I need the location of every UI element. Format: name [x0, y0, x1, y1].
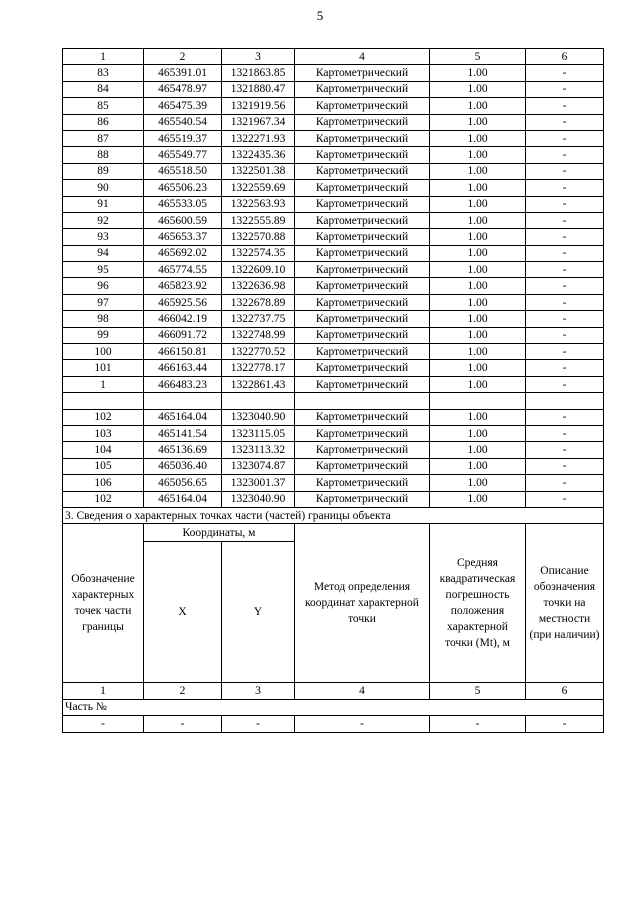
- table-cell: 106: [63, 475, 144, 491]
- column-number: 6: [526, 683, 604, 699]
- table-row: [63, 409, 604, 425]
- table-cell: 1.00: [430, 65, 526, 81]
- table-cell: 98: [63, 311, 144, 327]
- table-cell: 83: [63, 65, 144, 81]
- table-cell: 1.00: [430, 180, 526, 196]
- column-number: 3: [222, 49, 295, 65]
- table-cell: 1321919.56: [222, 98, 295, 114]
- table-header-row: [63, 49, 604, 65]
- table-cell: Картометрический: [295, 294, 430, 310]
- table-cell: -: [526, 130, 604, 146]
- table-row: [63, 229, 604, 245]
- table-cell: 1.00: [430, 130, 526, 146]
- table-cell: 105: [63, 458, 144, 474]
- table-cell: 465774.55: [144, 262, 222, 278]
- table-cell: -: [526, 327, 604, 343]
- table-row: [63, 245, 604, 261]
- table-cell: 1321967.34: [222, 114, 295, 130]
- table-cell: Картометрический: [295, 344, 430, 360]
- table-cell: 1.00: [430, 114, 526, 130]
- table-row: [63, 130, 604, 146]
- table-cell: 465506.23: [144, 180, 222, 196]
- table-cell: 465519.37: [144, 130, 222, 146]
- table-row: [63, 294, 604, 310]
- table-cell: Картометрический: [295, 360, 430, 376]
- header-method: Метод определения координат характерной точки: [295, 524, 430, 683]
- table-cell: 465540.54: [144, 114, 222, 130]
- table-cell: 99: [63, 327, 144, 343]
- table-row: [63, 163, 604, 179]
- table-row: [63, 81, 604, 97]
- table-cell: 465653.37: [144, 229, 222, 245]
- table-cell: -: [222, 716, 295, 732]
- section-title-row: [63, 507, 604, 523]
- table-cell: -: [526, 81, 604, 97]
- table-cell: 1.00: [430, 294, 526, 310]
- table-cell: Картометрический: [295, 245, 430, 261]
- table-cell: Картометрический: [295, 65, 430, 81]
- table-cell: Картометрический: [295, 180, 430, 196]
- table-row: [63, 425, 604, 441]
- table-cell: -: [526, 425, 604, 441]
- table-cell: 95: [63, 262, 144, 278]
- table-cell: 466483.23: [144, 376, 222, 392]
- table-cell: 1.00: [430, 278, 526, 294]
- table-row: [63, 360, 604, 376]
- table-cell: 465518.50: [144, 163, 222, 179]
- table-row: [63, 716, 604, 732]
- table-cell: 1: [63, 376, 144, 392]
- table-cell: -: [63, 716, 144, 732]
- table-cell: -: [526, 716, 604, 732]
- table-row: [63, 212, 604, 228]
- table-cell: 1322737.75: [222, 311, 295, 327]
- table-cell: Картометрический: [295, 409, 430, 425]
- table-cell: -: [526, 262, 604, 278]
- table-cell: 465141.54: [144, 425, 222, 441]
- table-cell: 1322636.98: [222, 278, 295, 294]
- table-row: [63, 114, 604, 130]
- table-cell: Картометрический: [295, 491, 430, 507]
- table-cell: 1.00: [430, 442, 526, 458]
- table-cell: 465391.01: [144, 65, 222, 81]
- table-cell: 1323040.90: [222, 491, 295, 507]
- table-cell: 1.00: [430, 98, 526, 114]
- table-cell: -: [144, 716, 222, 732]
- table-cell: 1323074.87: [222, 458, 295, 474]
- header-point-designation: Обозначение характерных точек части границы: [63, 524, 144, 683]
- table-cell: 1.00: [430, 344, 526, 360]
- table-cell: Картометрический: [295, 114, 430, 130]
- column-number: 4: [295, 49, 430, 65]
- header-x: X: [144, 542, 222, 683]
- column-number: 2: [144, 683, 222, 699]
- table-cell: 465925.56: [144, 294, 222, 310]
- table-cell: 1323001.37: [222, 475, 295, 491]
- table-cell: 1322678.89: [222, 294, 295, 310]
- table-cell: 1322559.69: [222, 180, 295, 196]
- table-row: [63, 98, 604, 114]
- table-cell: 466091.72: [144, 327, 222, 343]
- table-cell: 465056.65: [144, 475, 222, 491]
- table-cell: Картометрический: [295, 262, 430, 278]
- table-cell: 96: [63, 278, 144, 294]
- table-cell: 466163.44: [144, 360, 222, 376]
- table-cell: 1.00: [430, 245, 526, 261]
- blank-row: [63, 393, 604, 409]
- table-cell: 84: [63, 81, 144, 97]
- table-cell: Картометрический: [295, 81, 430, 97]
- table-cell: 1.00: [430, 327, 526, 343]
- table-cell: 1.00: [430, 376, 526, 392]
- empty-cell: [430, 393, 526, 409]
- table-row: [63, 278, 604, 294]
- table-cell: 97: [63, 294, 144, 310]
- table-cell: 1.00: [430, 491, 526, 507]
- table-cell: 1322778.17: [222, 360, 295, 376]
- empty-cell: [526, 393, 604, 409]
- table-cell: 1.00: [430, 475, 526, 491]
- table-cell: -: [526, 409, 604, 425]
- section-number-row: [63, 683, 604, 699]
- table-cell: Картометрический: [295, 311, 430, 327]
- table-cell: 1322748.99: [222, 327, 295, 343]
- table-cell: -: [526, 491, 604, 507]
- table-cell: 1.00: [430, 262, 526, 278]
- table-cell: 1322555.89: [222, 212, 295, 228]
- table-cell: 1.00: [430, 458, 526, 474]
- table-cell: Картометрический: [295, 278, 430, 294]
- coordinates-table: [62, 48, 604, 733]
- table-cell: -: [526, 229, 604, 245]
- table-cell: 1.00: [430, 212, 526, 228]
- table-cell: 104: [63, 442, 144, 458]
- table-cell: 465164.04: [144, 491, 222, 507]
- table-cell: -: [526, 278, 604, 294]
- table-cell: -: [526, 442, 604, 458]
- table-cell: Картометрический: [295, 475, 430, 491]
- table-cell: -: [430, 716, 526, 732]
- table-cell: -: [526, 212, 604, 228]
- table-cell: Картометрический: [295, 196, 430, 212]
- page-number: 5: [316, 8, 324, 23]
- table-cell: -: [526, 147, 604, 163]
- table-cell: -: [526, 245, 604, 261]
- column-number: 2: [144, 49, 222, 65]
- table-cell: -: [526, 376, 604, 392]
- table-cell: 1323113.32: [222, 442, 295, 458]
- table-row: [63, 196, 604, 212]
- table-cell: 90: [63, 180, 144, 196]
- table-cell: -: [526, 344, 604, 360]
- table-cell: Картометрический: [295, 98, 430, 114]
- table-cell: Картометрический: [295, 147, 430, 163]
- table-cell: Картометрический: [295, 229, 430, 245]
- table-cell: 465823.92: [144, 278, 222, 294]
- table-row: [63, 376, 604, 392]
- table-cell: 1322501.38: [222, 163, 295, 179]
- table-cell: -: [526, 458, 604, 474]
- table-row: [63, 344, 604, 360]
- header-description: Описание обозначения точки на местности (при наличии): [526, 524, 604, 683]
- table-cell: 92: [63, 212, 144, 228]
- table-cell: 1322570.88: [222, 229, 295, 245]
- table-cell: 1322609.10: [222, 262, 295, 278]
- table-cell: 465692.02: [144, 245, 222, 261]
- table-row: [63, 147, 604, 163]
- table-cell: 89: [63, 163, 144, 179]
- part-label: Часть №: [63, 699, 604, 715]
- table-cell: 465475.39: [144, 98, 222, 114]
- table-row: [63, 458, 604, 474]
- table-cell: 1.00: [430, 147, 526, 163]
- table-row: [63, 475, 604, 491]
- part-row: [63, 699, 604, 715]
- table-cell: -: [526, 294, 604, 310]
- table-cell: 1322574.35: [222, 245, 295, 261]
- table-cell: 1322271.93: [222, 130, 295, 146]
- table-cell: -: [526, 98, 604, 114]
- table-cell: -: [526, 311, 604, 327]
- table-cell: 94: [63, 245, 144, 261]
- table-row: [63, 491, 604, 507]
- table-cell: 1322770.52: [222, 344, 295, 360]
- table-cell: -: [526, 163, 604, 179]
- table-row: [63, 65, 604, 81]
- table-row: [63, 262, 604, 278]
- table-cell: 102: [63, 491, 144, 507]
- table-row: [63, 327, 604, 343]
- header-coordinates: Координаты, м: [144, 524, 295, 542]
- table-cell: 91: [63, 196, 144, 212]
- table-cell: 1.00: [430, 229, 526, 245]
- coordinates-table-body: [63, 49, 604, 733]
- empty-cell: [222, 393, 295, 409]
- table-cell: Картометрический: [295, 376, 430, 392]
- empty-cell: [63, 393, 144, 409]
- table-cell: Картометрический: [295, 458, 430, 474]
- table-cell: -: [526, 180, 604, 196]
- table-cell: 465036.40: [144, 458, 222, 474]
- table-cell: 1321880.47: [222, 81, 295, 97]
- table-cell: 465600.59: [144, 212, 222, 228]
- table-row: [63, 442, 604, 458]
- table-cell: 466042.19: [144, 311, 222, 327]
- table-cell: 87: [63, 130, 144, 146]
- table-cell: 465533.05: [144, 196, 222, 212]
- table-cell: 465164.04: [144, 409, 222, 425]
- table-cell: 93: [63, 229, 144, 245]
- table-cell: Картометрический: [295, 212, 430, 228]
- table-cell: 465549.77: [144, 147, 222, 163]
- table-cell: -: [526, 475, 604, 491]
- table-cell: 102: [63, 409, 144, 425]
- table-cell: 1.00: [430, 409, 526, 425]
- header-y: Y: [222, 542, 295, 683]
- header-error: Средняя квадратическая погрешность положения характерной точки (Mt), м: [430, 524, 526, 683]
- table-cell: 1322861.43: [222, 376, 295, 392]
- section-header-row: [63, 524, 604, 542]
- table-cell: -: [526, 65, 604, 81]
- table-cell: Картометрический: [295, 327, 430, 343]
- table-cell: 465478.97: [144, 81, 222, 97]
- table-cell: 86: [63, 114, 144, 130]
- table-cell: 1.00: [430, 425, 526, 441]
- table-cell: 1.00: [430, 163, 526, 179]
- table-cell: -: [295, 716, 430, 732]
- table-cell: 85: [63, 98, 144, 114]
- table-cell: 1.00: [430, 360, 526, 376]
- table-cell: 1321863.85: [222, 65, 295, 81]
- table-cell: 101: [63, 360, 144, 376]
- column-number: 1: [63, 49, 144, 65]
- table-cell: 100: [63, 344, 144, 360]
- table-cell: 466150.81: [144, 344, 222, 360]
- table-cell: Картометрический: [295, 130, 430, 146]
- table-cell: 465136.69: [144, 442, 222, 458]
- table-cell: 88: [63, 147, 144, 163]
- table-cell: 1322563.93: [222, 196, 295, 212]
- column-number: 5: [430, 49, 526, 65]
- empty-cell: [144, 393, 222, 409]
- table-row: [63, 311, 604, 327]
- table-cell: 1.00: [430, 196, 526, 212]
- empty-cell: [295, 393, 430, 409]
- table-cell: Картометрический: [295, 442, 430, 458]
- table-cell: Картометрический: [295, 425, 430, 441]
- table-cell: 103: [63, 425, 144, 441]
- table-cell: 1322435.36: [222, 147, 295, 163]
- table-cell: -: [526, 360, 604, 376]
- table-row: [63, 180, 604, 196]
- column-number: 6: [526, 49, 604, 65]
- column-number: 3: [222, 683, 295, 699]
- table-cell: 1323040.90: [222, 409, 295, 425]
- table-cell: -: [526, 114, 604, 130]
- column-number: 4: [295, 683, 430, 699]
- table-cell: 1.00: [430, 311, 526, 327]
- table-cell: Картометрический: [295, 163, 430, 179]
- table-cell: 1323115.05: [222, 425, 295, 441]
- column-number: 1: [63, 683, 144, 699]
- column-number: 5: [430, 683, 526, 699]
- table-cell: 1.00: [430, 81, 526, 97]
- table-cell: -: [526, 196, 604, 212]
- section-title: 3. Сведения о характерных точках части (частей) границы объекта: [63, 507, 604, 523]
